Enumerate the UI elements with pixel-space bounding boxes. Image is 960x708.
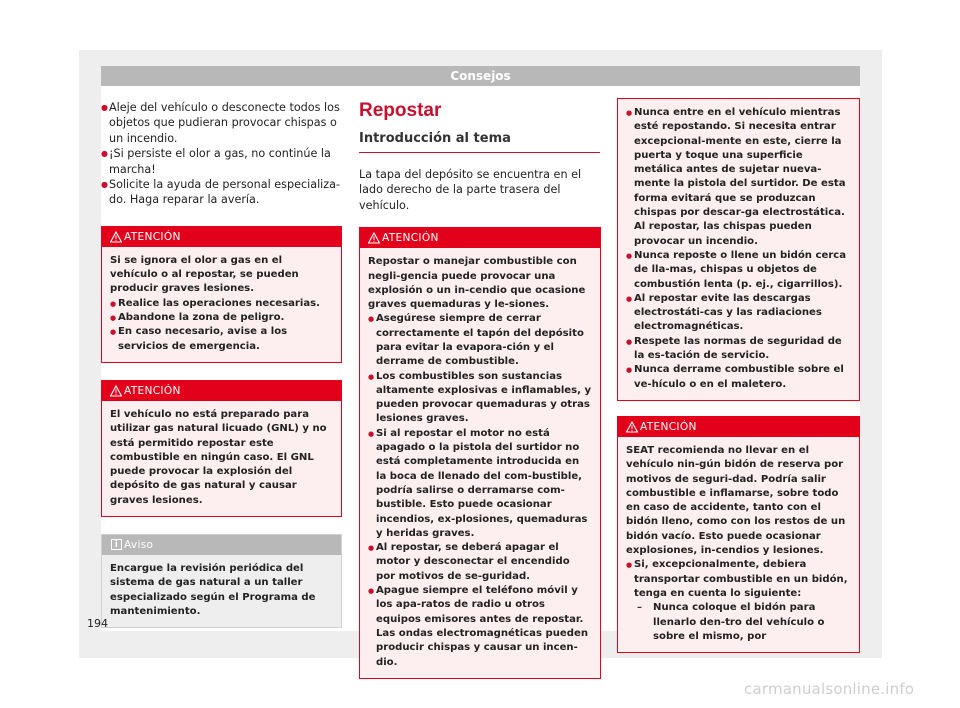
list-item-dash: – Nunca coloque el bidón para llenarlo den-tro del vehículo o sobre el mismo, por — [626, 601, 851, 644]
column-right — [617, 98, 860, 653]
list-item: ● Nunca reposte o llene un bidón cerca de lla-mas, chispas u objetos de combustión lenta (p. ej., cigarrillos). — [626, 249, 851, 292]
column-left — [101, 100, 342, 628]
column-middle — [359, 100, 601, 679]
warning-body — [618, 437, 859, 652]
list-item: ● En caso necesario, avise a los servicios de emergencia. — [110, 325, 333, 354]
warning-label: ATENCIÓN — [124, 384, 181, 397]
warning-header — [102, 227, 341, 247]
warning-box-jerrycan — [617, 416, 860, 653]
notice-body — [102, 555, 341, 627]
list-item: ● Respete las normas de seguridad de la es-tación de servicio. — [626, 335, 851, 364]
warning-box-continued — [617, 98, 860, 401]
info-icon: i — [111, 539, 122, 550]
warning-box-gas-smell — [101, 226, 342, 363]
warning-body — [360, 248, 600, 678]
list-item: ● Si, excepcionalmente, debiera transportar combustible en un bidón, tenga en cuenta lo siguiente: — [626, 558, 851, 601]
warning-box-refuel — [359, 227, 601, 679]
list-item: ● Abandone la zona de peligro. — [110, 311, 333, 325]
warning-text: El vehículo no está preparado para utilizar gas natural licuado (GNL) y no está permitido repostar este combustible en ningún caso. El GNL puede provocar la explosión del depósito de gas natural y causar graves lesiones. — [110, 408, 327, 506]
section-title: Repostar — [359, 100, 442, 121]
warning-header — [360, 228, 600, 248]
warning-triangle-icon — [110, 231, 122, 243]
warning-text: Si se ignora el olor a gas en el vehículo o al repostar, se pueden producir graves lesiones. — [110, 254, 299, 295]
warning-label: ATENCIÓN — [382, 232, 439, 245]
page-number: 194 — [87, 617, 108, 630]
warning-triangle-icon — [626, 421, 638, 433]
list-item: ● Al repostar, se deberá apagar el motor y desconectar el encendido por motivos de se-guridad. — [368, 541, 592, 584]
warning-header — [102, 381, 341, 401]
warning-body — [618, 99, 859, 400]
warning-box-gnl — [101, 380, 342, 517]
notice-header — [102, 535, 341, 555]
list-item: ● ¡Si persiste el olor a gas, no continúe la marcha! — [101, 146, 342, 177]
warning-triangle-icon — [110, 385, 122, 397]
list-item: ● Si al repostar el motor no está apagado o la pistola del surtidor no está completamente introducida en la boca de llenado del com-bustible, podría salirse o derramarse com-bustible. Esto puede ocasionar incendios, ex-plosiones, quemaduras y heridas graves. — [368, 427, 592, 541]
list-item: ● Realice las operaciones necesarias. — [110, 297, 333, 311]
warning-text: SEAT recomienda no llevar en el vehículo nin-gún bidón de reserva por motivos de seguri-dad. Podría salir combustible e inflamarse, sobre todo en caso de accidente, tanto con el bidón lleno, como con los restos de un bidón vacío. Esto puede ocasionar explosiones, in-cendios y lesiones. — [626, 444, 846, 557]
warning-body — [102, 401, 341, 516]
list-item: ● Nunca derrame combustible sobre el ve-hículo o en el maletero. — [626, 363, 851, 392]
warning-label: ATENCIÓN — [640, 420, 697, 433]
list-item: ● Al repostar evite las descargas electrostáti-cas y las radiaciones electromagnéticas. — [626, 292, 851, 335]
warning-triangle-icon — [368, 232, 380, 244]
notice-label: Aviso — [124, 539, 154, 551]
warning-header — [618, 417, 859, 437]
section-subtitle: Introducción al tema — [359, 131, 600, 153]
watermark: carmanualsonline.info — [744, 680, 915, 698]
list-item: ● Asegúrese siempre de cerrar correctamente el tapón del depósito para evitar la evapora-ción y el derrame de combustible. — [368, 312, 592, 369]
section-header: Consejos — [101, 66, 860, 86]
list-item: ● Los combustibles son sustancias altamente explosivas e inflamables, y pueden provocar quemaduras y otras lesiones graves. — [368, 370, 592, 427]
notice-text: Encargue la revisión periódica del sistema de gas natural a un taller especializado según el Programa de mantenimiento. — [110, 563, 316, 617]
intro-paragraph: La tapa del depósito se encuentra en el lado derecho de la parte trasera del vehículo. — [359, 168, 582, 212]
notice-box — [101, 534, 342, 628]
tips-list — [101, 100, 342, 208]
warning-label: ATENCIÓN — [124, 230, 181, 243]
warning-body — [102, 247, 341, 362]
list-item: ● Apague siempre el teléfono móvil y los apa-ratos de radio u otros equipos emisores antes de repostar. Las ondas electromagnéticas pueden producir chispas y causar un incen-dio. — [368, 584, 592, 670]
list-item: ● Nunca entre en el vehículo mientras esté repostando. Si necesita entrar excepcional-mente en este, cierre la puerta y toque una superficie metálica antes de sujetar nueva-mente la pistola del surtidor. De esta forma evitará que se produzcan chispas por descar-ga electrostática. Al repostar, las chispas pueden provocar un incendio. — [626, 106, 851, 249]
list-item: ● Solicite la ayuda de personal especializa-do. Haga reparar la avería. — [101, 177, 342, 208]
list-item: ● Aleje del vehículo o desconecte todos los objetos que pudieran provocar chispas o un incendio. — [101, 100, 342, 146]
warning-text: Repostar o manejar combustible con negli-gencia puede provocar una explosión o un in-cendio que ocasione graves quemaduras y le-siones. — [368, 256, 586, 311]
